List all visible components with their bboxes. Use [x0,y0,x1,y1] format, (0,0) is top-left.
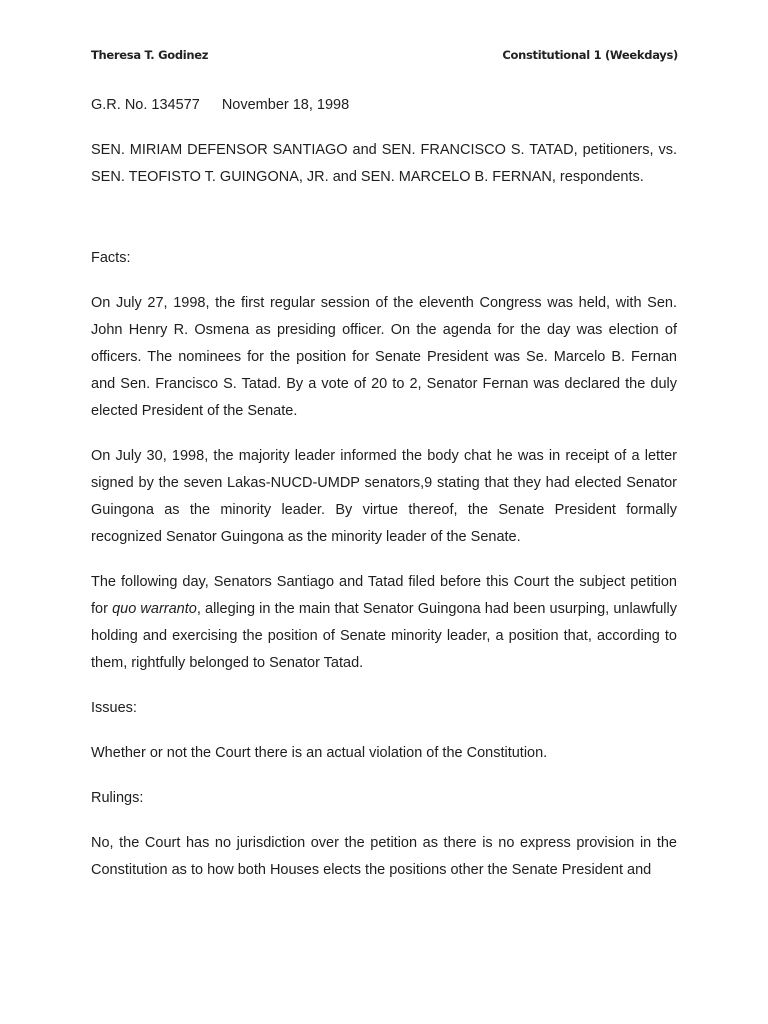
header-author: Theresa T. Godinez [91,48,209,62]
issues-heading: Issues: [91,700,137,716]
facts-paragraph-3-end: , alleging in the main that Senator Guingona had been usurping, unlawfully holding and exercising the position of Senate minority leader, a position that, according to them, rightfully belonged to Senator Tatad. [91,601,678,671]
decision-date: November 18, 1998 [221,97,350,113]
document-body [91,92,677,902]
page-header [91,48,678,62]
gr-number: G.R. No. 134577 [91,97,200,113]
case-reference [91,92,677,119]
facts-heading: Facts: [91,250,131,266]
facts-paragraph-3 [91,569,677,677]
facts-paragraph-2: On July 30, 1998, the majority leader informed the body chat he was in receipt of a letter signed by the seven Lakas-NUCD-UMDP senators,9 stating that they had elected Senator Guingona as the minority leader. By virtue thereof, the Senate President formally recognized Senator Guingona as the minority leader of the Senate. [91,448,677,545]
quo-warranto-term: quo warranto [112,601,197,617]
issues-text: Whether or not the Court there is an actual violation of the Constitution. [91,745,548,761]
facts-paragraph-1: On July 27, 1998, the first regular session of the eleventh Congress was held, with Sen. John Henry R. Osmena as presiding officer. On the agenda for the day was election of officers. The nominees for the position for Senate President was Se. Marcelo B. Fernan and Sen. Francisco S. Tatad. By a vote of 20 to 2, Senator Fernan was declared the duly elected President of the Senate. [91,295,677,419]
rulings-text: No, the Court has no jurisdiction over the petition as there is no express provision in the Constitution as to how both Houses elects the positions other the Senate President and [91,835,677,878]
rulings-heading: Rulings: [91,790,144,806]
header-course: Constitutional 1 (Weekdays) [502,48,678,62]
case-caption: SEN. MIRIAM DEFENSOR SANTIAGO and SEN. FRANCISCO S. TATAD, petitioners, vs. SEN. TEOFISTO T. GUINGONA, JR. and SEN. MARCELO B. FERNAN, respondents. [91,142,677,185]
facts-paragraph-3-start: The following day, Senators Santiago and Tatad filed before this Court the subject petition for [91,574,677,617]
